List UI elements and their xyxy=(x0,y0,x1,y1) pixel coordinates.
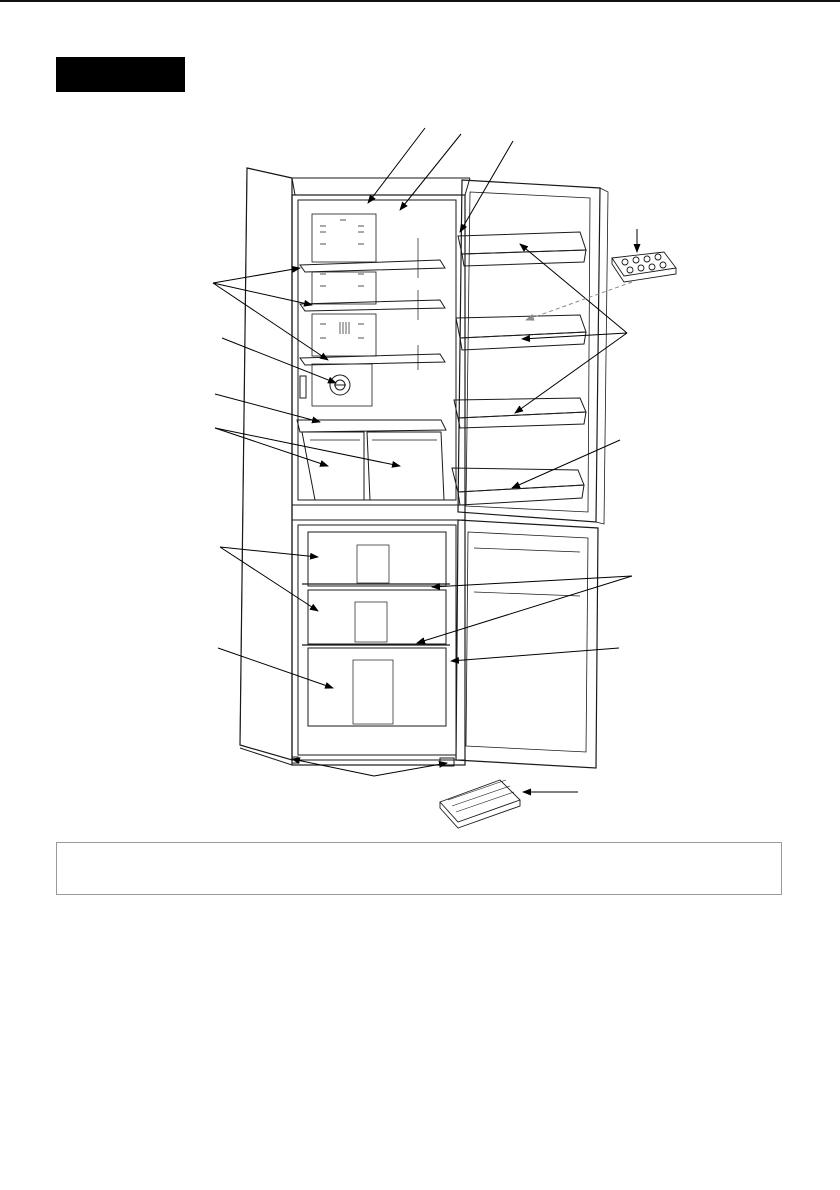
light-switch xyxy=(300,376,306,398)
caption-text xyxy=(57,843,781,859)
egg-tray-placement-callout xyxy=(526,282,632,320)
freezer-drawers xyxy=(302,532,450,726)
thermostat-knob xyxy=(330,375,350,395)
cabinet xyxy=(240,168,470,766)
freezer-door xyxy=(456,520,598,768)
callout-arrows xyxy=(213,128,637,792)
crisper-drawers xyxy=(302,432,444,500)
egg-tray-icon xyxy=(612,252,676,282)
fridge-door xyxy=(458,180,608,524)
caption-box xyxy=(56,842,782,895)
ice-tray-icon xyxy=(440,780,520,828)
